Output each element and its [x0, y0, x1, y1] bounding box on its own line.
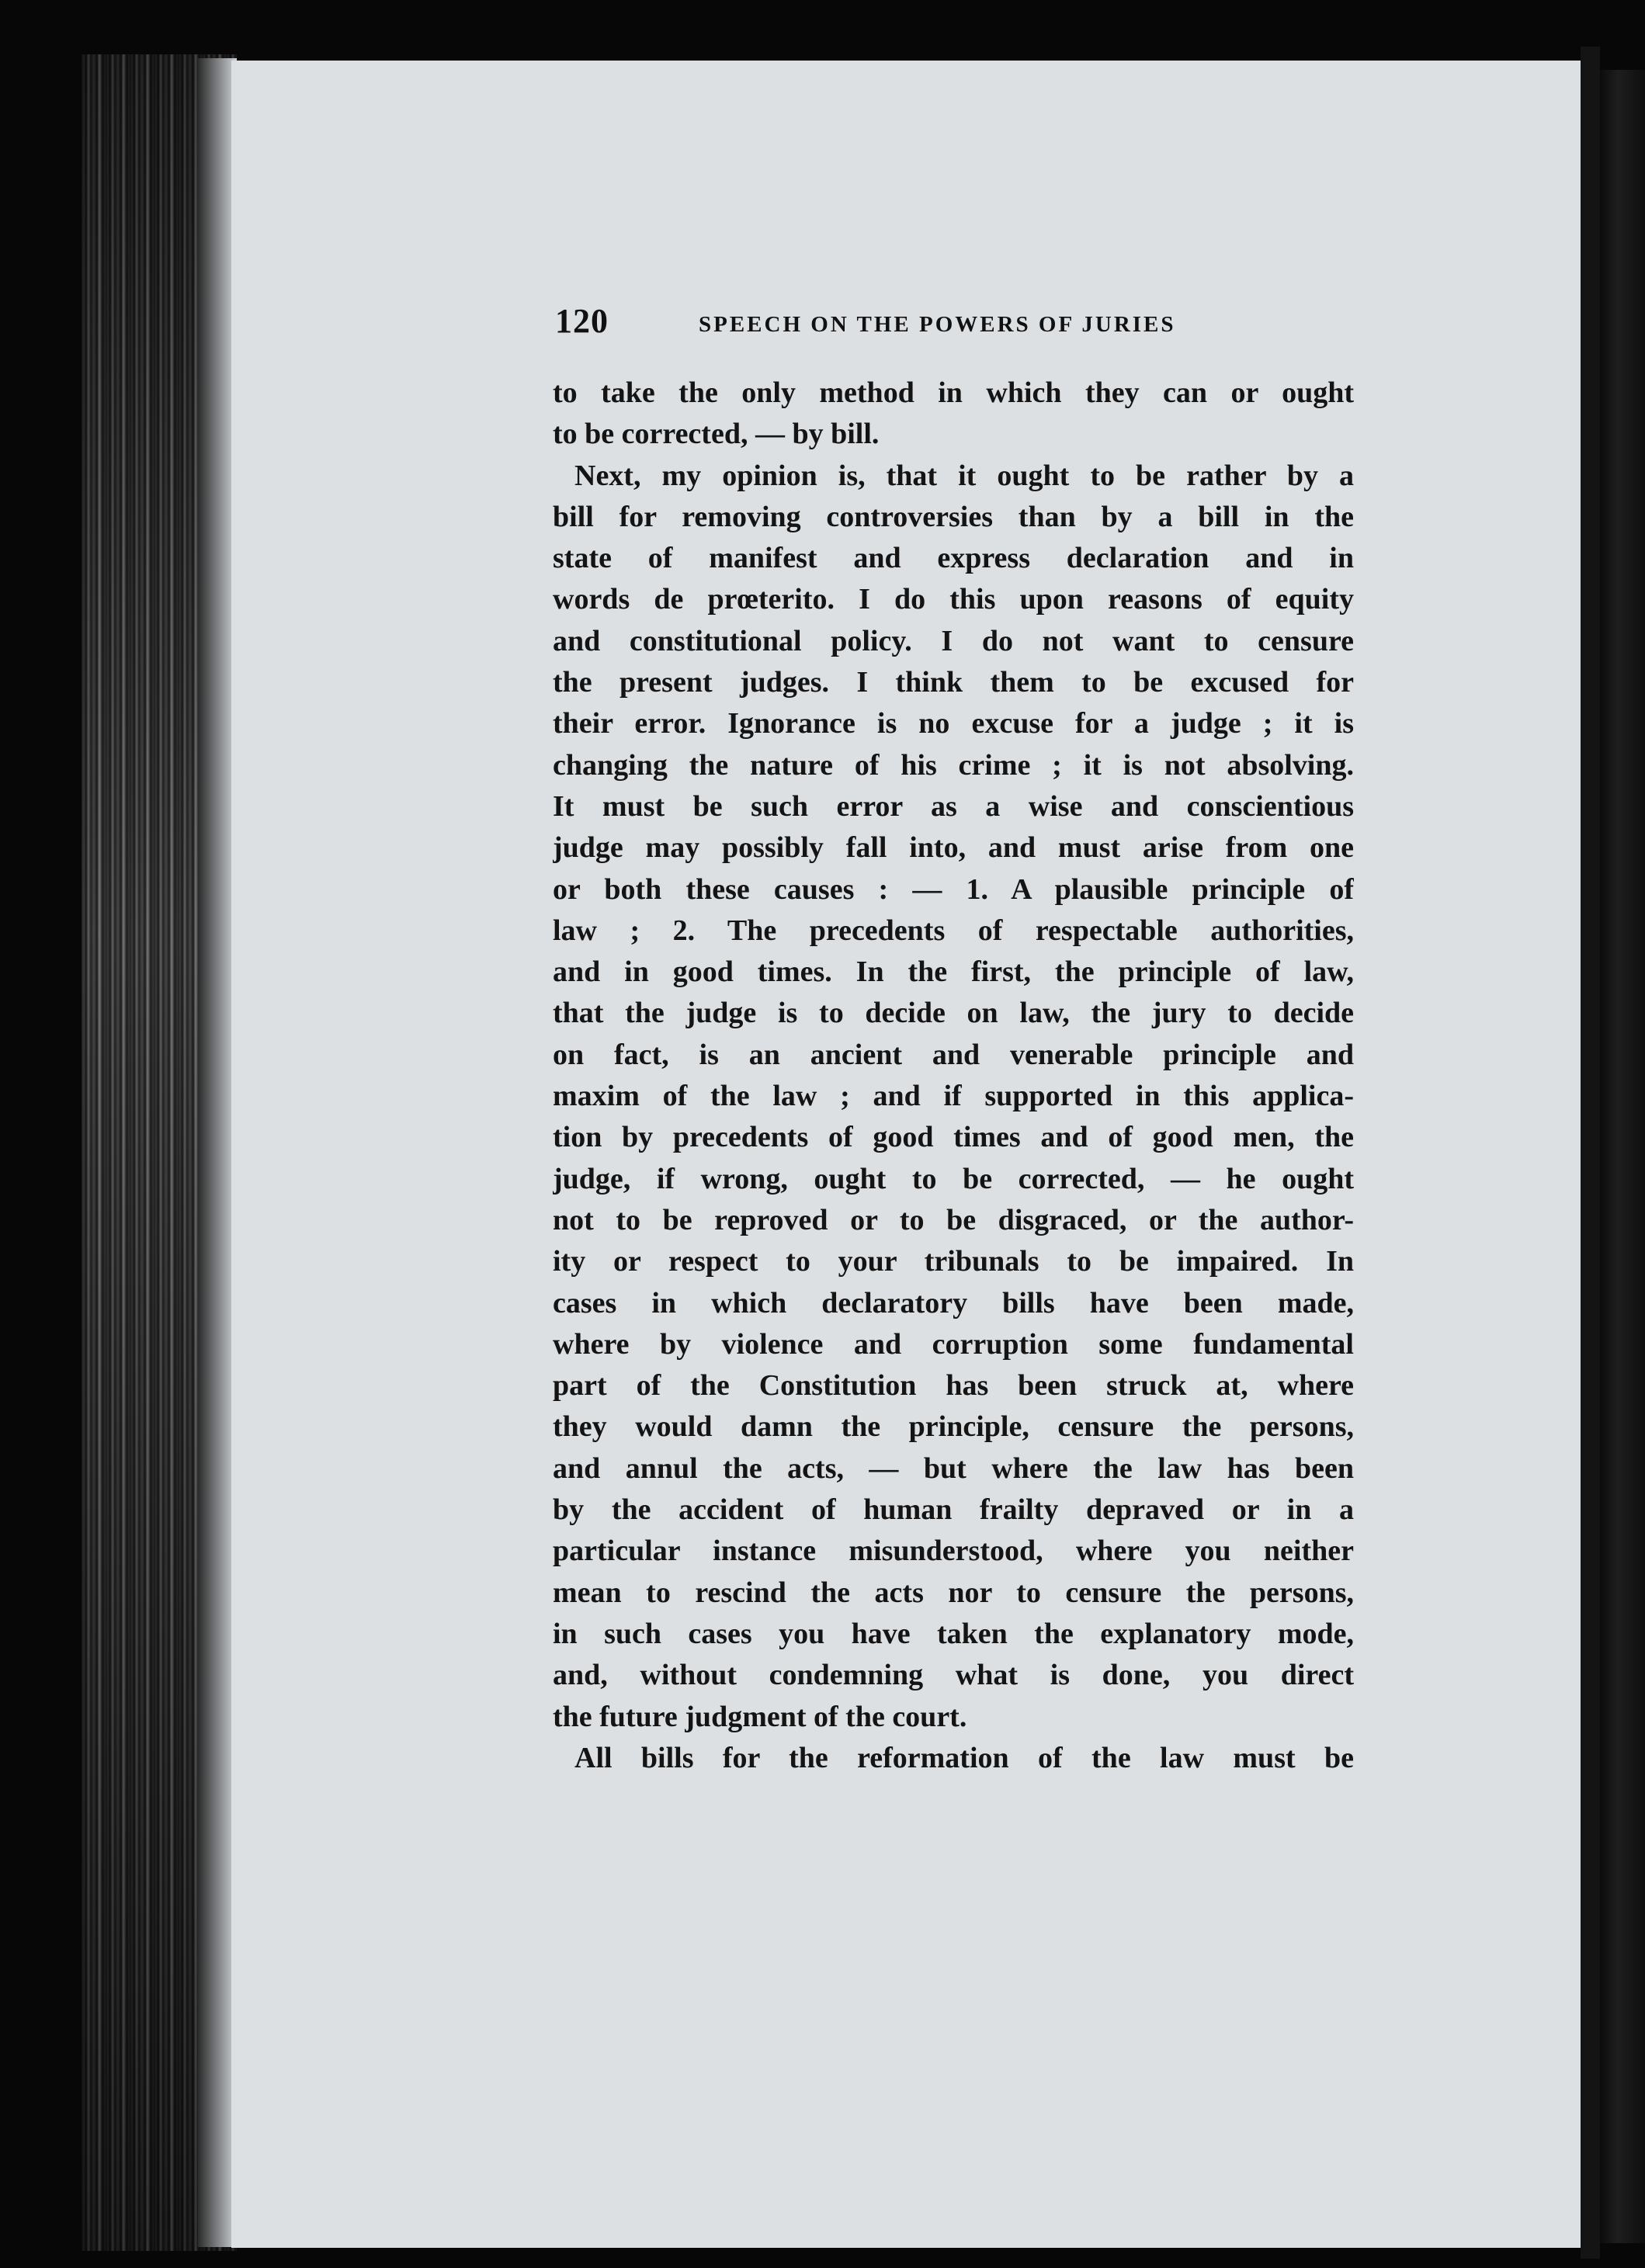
text-line: the future judgment of the court.: [553, 1700, 967, 1733]
text-line: and constitutional policy. I do not want to censure: [553, 624, 1354, 657]
text-line: and annul the acts, — but where the law has been: [553, 1451, 1354, 1485]
text-line: All bills for the reformation of the law must be: [574, 1741, 1354, 1774]
text-line: part of the Constitution has been struck at, where: [553, 1369, 1354, 1403]
text-line: and, without condemning what is done, you direct: [553, 1659, 1354, 1692]
text-line: words de prœterito. I do this upon reasons of equity: [553, 583, 1354, 616]
text-line: law ; 2. The precedents of respectable authorities,: [553, 914, 1354, 947]
text-line: by the accident of human frailty depraved or in a: [553, 1493, 1354, 1527]
book-right-edge: [1600, 70, 1645, 2243]
text-line: or both these causes : — 1. A plausible principle of: [553, 872, 1354, 906]
text-line: not to be reproved or to be disgraced, or the author-: [553, 1203, 1354, 1236]
text-line: judge, if wrong, ought to be corrected, — he ought: [553, 1162, 1354, 1195]
text-line: on fact, is an ancient and venerable principle and: [553, 1038, 1354, 1071]
text-line: state of manifest and express declaration and in: [553, 542, 1354, 575]
text-line: in such cases you have taken the explanatory mode,: [553, 1617, 1354, 1650]
text-line: judge may possibly fall into, and must arise from one: [553, 831, 1354, 865]
body-text: [553, 373, 1354, 1779]
text-line: they would damn the principle, censure the persons,: [553, 1410, 1354, 1444]
text-line: It must be such error as a wise and conscientious: [553, 789, 1354, 823]
text-line: and in good times. In the first, the principle of law,: [553, 955, 1354, 989]
running-head: [555, 301, 1374, 348]
text-line: where by violence and corruption some fundamental: [553, 1327, 1354, 1361]
text-line: ity or respect to your tribunals to be impaired. In: [553, 1245, 1354, 1278]
running-head-title: SPEECH ON THE POWERS OF JURIES: [699, 312, 1176, 337]
text-line: maxim of the law ; and if supported in this applica-: [553, 1080, 1354, 1113]
text-line: mean to rescind the acts nor to censure the persons,: [553, 1576, 1354, 1609]
text-line: to be corrected, — by bill.: [553, 418, 880, 451]
text-line: tion by precedents of good times and of good men, the: [553, 1121, 1354, 1154]
text-line: the present judges. I think them to be excused for: [553, 666, 1354, 699]
text-line: Next, my opinion is, that it ought to be rather by a: [574, 459, 1354, 492]
text-line: to take the only method in which they can or ought: [553, 376, 1354, 409]
book-right-spine: [1581, 47, 1600, 2259]
page-number: 120: [555, 302, 609, 340]
text-line: cases in which declaratory bills have been made,: [553, 1286, 1354, 1320]
text-line: bill for removing controversies than by a bill in the: [553, 500, 1354, 533]
text-line: their error. Ignorance is no excuse for a judge ; it is: [553, 707, 1354, 740]
text-line: that the judge is to decide on law, the jury to decide: [553, 997, 1354, 1030]
text-line: changing the nature of his crime ; it is not absolving.: [553, 748, 1354, 782]
text-line: particular instance misunderstood, where you neither: [553, 1535, 1354, 1568]
